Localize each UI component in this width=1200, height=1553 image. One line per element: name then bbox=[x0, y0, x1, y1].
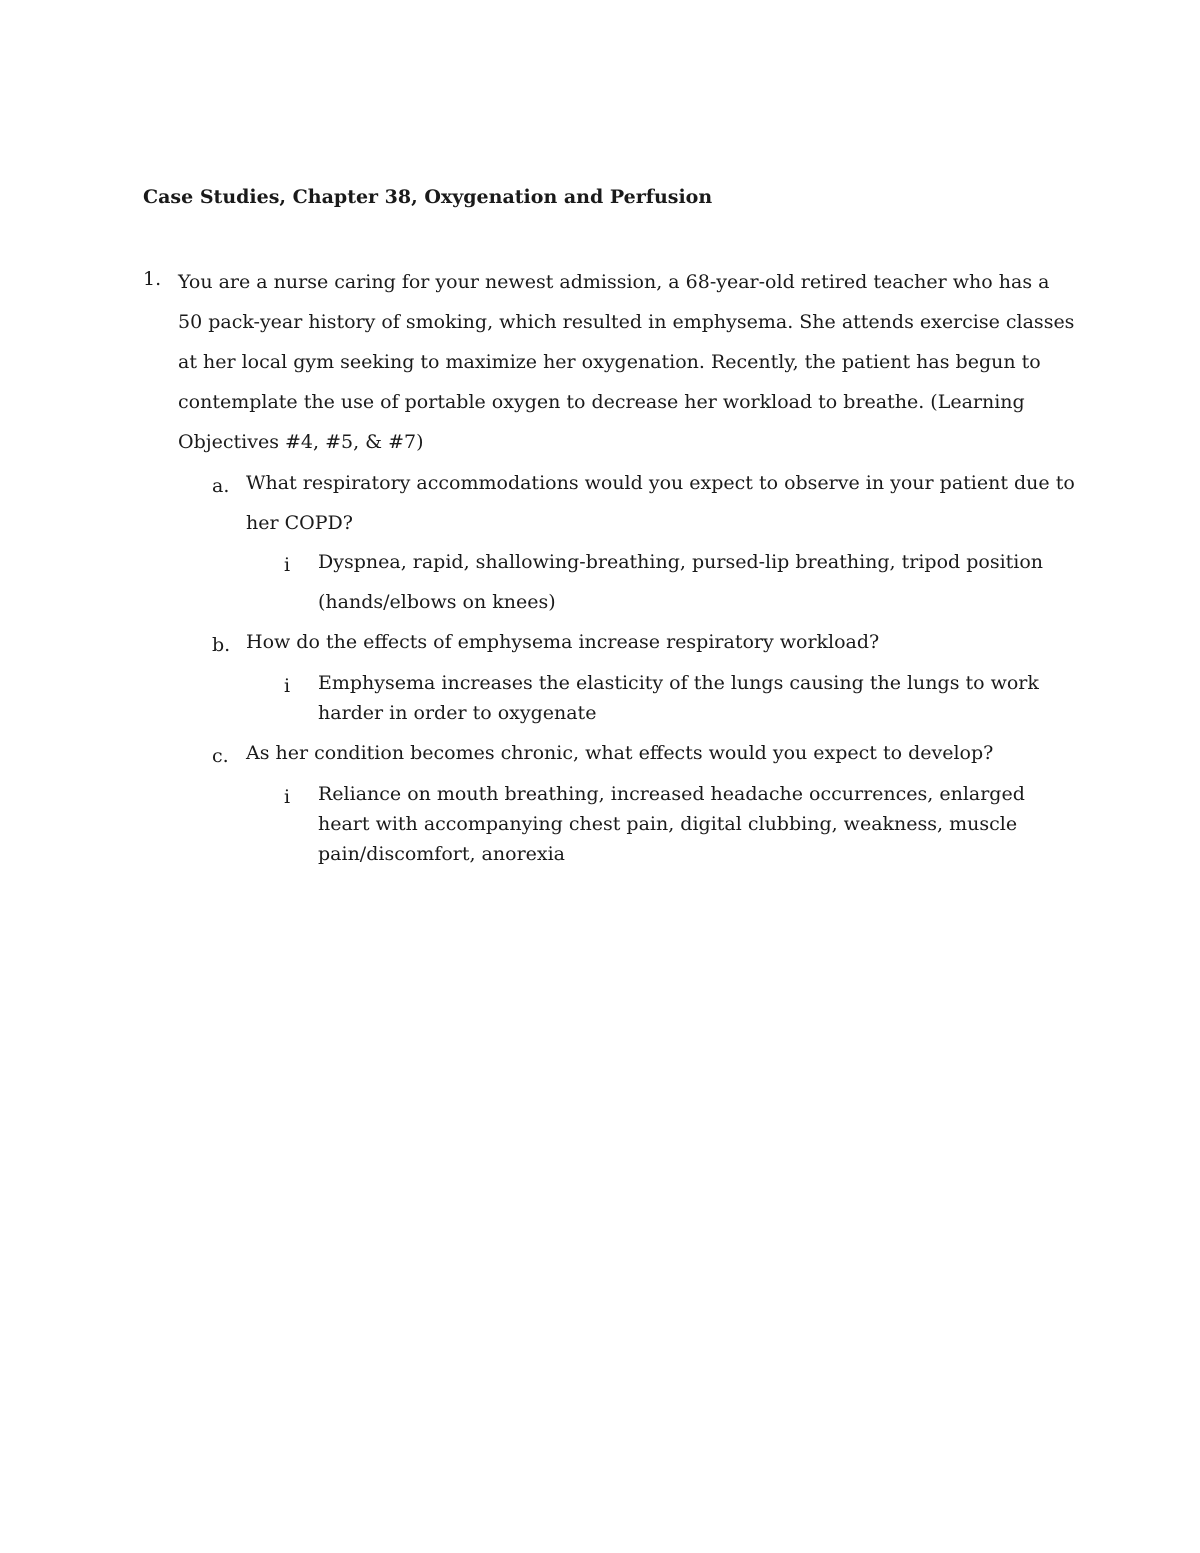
part-b-answer-number: i bbox=[284, 675, 291, 697]
question-text: You are a nurse caring for your newest admission, a 68-year-old retired teacher who has a 50 pack-year history of smoking, which resulted in emphysema. She attends exercise classes at her local gym seeking to maximize her oxygenation. Recently, the patient has begun to contemplate the use of portable oxygen to decrease her workload to breathe. (Learning Objectives #4, #5, & #7) bbox=[178, 271, 1075, 453]
part-c-letter: c. bbox=[212, 745, 229, 767]
part-c-answer-number: i bbox=[284, 786, 291, 808]
document-title: Case Studies, Chapter 38, Oxygenation and Perfusion bbox=[143, 186, 713, 208]
part-a-question: What respiratory accommodations would you expect to observe in your patient due to her COPD? bbox=[246, 472, 1075, 534]
part-b-letter: b. bbox=[212, 634, 231, 656]
part-a-answer-number: i bbox=[284, 554, 291, 576]
part-b-question: How do the effects of emphysema increase respiratory workload? bbox=[246, 631, 880, 653]
part-c-answer: Reliance on mouth breathing, increased headache occurrences, enlarged heart with accompanying chest pain, digital clubbing, weakness, muscle pain/discomfort, anorexia bbox=[318, 783, 1025, 865]
part-c-question: As her condition becomes chronic, what effects would you expect to develop? bbox=[246, 742, 994, 764]
part-a-letter: a. bbox=[212, 475, 230, 497]
part-b-answer: Emphysema increases the elasticity of the lungs causing the lungs to work harder in order to oxygenate bbox=[318, 672, 1039, 724]
question-number: 1. bbox=[143, 268, 162, 290]
part-a-answer: Dyspnea, rapid, shallowing-breathing, pursed-lip breathing, tripod position (hands/elbows on knees) bbox=[318, 551, 1044, 613]
